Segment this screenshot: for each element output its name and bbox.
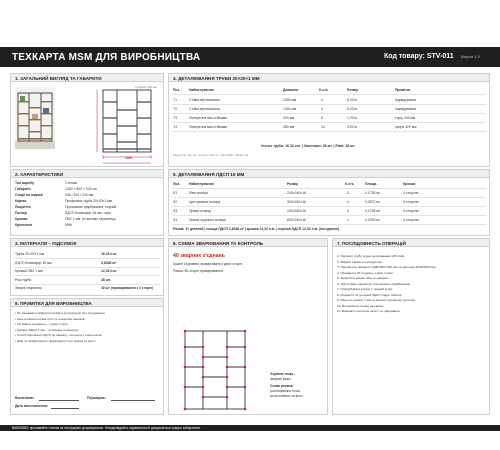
material-name: ЛДСП Кловафор 16 мм [15, 260, 52, 265]
ldsp-col-header: Розмір [287, 182, 299, 186]
table-cell: 14 [321, 125, 325, 129]
material-name: Зварні з'єднання [15, 286, 42, 290]
spec-value: ЛДСП Кловафор 16 мм, горіх [65, 211, 112, 215]
table-cell: Стійка вертикальна [189, 98, 220, 102]
table-cell: Нижня суцільна полиця [189, 218, 227, 222]
table-cell: Л4 [173, 218, 178, 222]
table-cell: Т1 [173, 98, 177, 102]
spec-value: МФК [65, 223, 73, 227]
sign-date-line[interactable] [51, 408, 79, 409]
table-cell: 240×240×16 [287, 191, 307, 195]
ldsp-col-header: Найменування [189, 182, 214, 186]
spec-key: Кромка [15, 217, 28, 221]
sequence-step: 5. Зачистити зварні шви та задирки. [337, 276, 389, 280]
table-cell: 4 [321, 107, 323, 111]
materials-title: 3. МАТЕРІАЛИ – ПІДСУМОК [11, 239, 163, 247]
header-bar [0, 47, 500, 67]
table-cell: Т4 [173, 125, 177, 129]
document-title: ТЕХКАРТА MSM ДЛЯ ВИРОБНИЦТВА [12, 52, 201, 63]
table-cell: 3 [347, 191, 349, 195]
product-code: Код товару: STV-011 [384, 53, 454, 60]
table-cell: Поперечна між стійками [189, 116, 228, 120]
spec-value: ПВХ 1 мм, по всьому периметру [65, 217, 116, 221]
table-cell: Л2 [173, 200, 178, 204]
sequence-title: 7. ПОСЛІДОВНІСТЬ ОПЕРАЦІЙ [333, 239, 489, 247]
legend-dot-desc: зварний вузол [270, 377, 292, 381]
spec-key: Покриття [15, 205, 31, 209]
shelf-front-drawing [91, 88, 161, 166]
legend-note-desc: контролювать за фото [270, 394, 304, 398]
legend-dot-label: Червона точка – [270, 372, 296, 376]
table-cell: 0,1728 м² [365, 191, 380, 195]
material-qty: 28 шт. [101, 277, 111, 282]
sign-date-label: Дата виготовлення: [15, 404, 49, 408]
welding-title: 6. СХЕМА ЗВАРЮВАННЯ ТА КОНТРОЛЬ [169, 239, 327, 247]
note-item: • Шов та забарвлення у відповідності до зразка та фото. [15, 338, 97, 343]
table-cell: 4 сторони [403, 209, 419, 213]
table-cell: 3,92 м [347, 125, 357, 129]
pipe-control-note: Контроль: 4×1,3 + 4×1,3 + 6×0,2 + 14×0,28 = 16,32 п.м. [173, 153, 249, 157]
sign-checked-by-line[interactable] [111, 400, 155, 401]
spec-value: Стелаж [65, 181, 77, 185]
table-cell: Т3 [173, 116, 177, 120]
table-cell: 280 мм [283, 125, 295, 129]
footer-warning: ВАЖЛИВО: прошивайте стелаж за інструкцією дотримуючись. Невідповідність параметрів не допускається суворо заборонено. [0, 425, 500, 431]
weld-scheme-diagram [175, 327, 265, 413]
pipe-col-header: К-сть [319, 88, 328, 92]
depth-label: Глибина: 240 мм [135, 85, 157, 89]
weld-count: 40 зварних з'єднань [173, 253, 225, 259]
sequence-panel [332, 238, 490, 415]
table-cell: Права полиця [189, 209, 212, 213]
version-label: Версія 1.0 [461, 54, 480, 59]
table-cell: Л1 [173, 191, 178, 195]
table-cell: Поперечна між стійками [189, 125, 228, 129]
overview-title: 1. ЗАГАЛЬНИЙ ВИГЛЯД ТА ГАБАРИТИ [11, 74, 163, 82]
table-cell: 200 мм [283, 116, 295, 120]
ldsp-total: Разом: 11 деталей | площа ЛДСП 0,8448 м² | кромка 12,32 п.м. | порізка ЛДСП 12,32 п.м. (погодинно) [173, 227, 340, 231]
pipe-col-header: Примітка [395, 88, 411, 92]
legend-note-label: Схема умовна: [270, 384, 294, 388]
weld-total-sides: Разом: 80 сторін проварювання. [173, 269, 224, 273]
width-dimension: 1000 [125, 156, 133, 160]
table-cell: підпидування [395, 98, 417, 102]
sequence-step: 10. Встановити полиці на каркас. [337, 303, 385, 308]
note-item: • Усі зварні з'єднання – з двох сторін. [15, 322, 69, 326]
table-cell: сукупі 320 мм [395, 125, 417, 129]
table-cell: Ліва полиця [189, 191, 208, 195]
material-name: Труба 20×20×1 мм [15, 252, 45, 256]
spec-key: Каркас [15, 199, 27, 203]
material-qty: 12,32 п.м. [101, 269, 117, 273]
pipe-table-panel [168, 73, 490, 167]
table-cell: підпидування [395, 107, 417, 111]
table-cell: торці 240 мм [395, 116, 416, 120]
materials-panel [10, 238, 164, 296]
table-cell: 800×240×16 [287, 218, 307, 222]
pipe-total: Усього труби: 16,32 п.м. | Заготовок: 28 шт. | Різів: 28 шт. [261, 144, 356, 148]
table-cell: 0,1920 м² [365, 218, 380, 222]
ldsp-col-header: Площа [365, 182, 377, 186]
table-cell: 4 [321, 98, 323, 102]
notes-title: 8. ПРИМІТКИ ДЛЯ ВИРОБНИЦТВА [11, 299, 163, 307]
table-cell: 1300 мм [283, 107, 297, 111]
characteristics-panel [10, 169, 164, 236]
material-name: Кромка ПВХ 1 мм [15, 269, 43, 273]
table-cell: Центральна полиця [189, 200, 221, 204]
shelf-photo-drawing [15, 87, 55, 149]
table-cell: Т2 [173, 107, 177, 111]
ldsp-table-title: 5. ДЕТАЛЮВАННЯ ЛДСП 16 ММ [169, 170, 489, 178]
sequence-step: 3. Перевірити габарити 1300×800×240 мм та діагоналі 1000/1000 мм. [337, 265, 437, 269]
material-qty: 0,8448 м² [101, 260, 116, 265]
welding-panel [168, 238, 328, 415]
table-cell: 4 [347, 200, 349, 204]
sequence-step: 8. Розкроїти 11 деталей ЛДСП згідно таблиці. [337, 292, 403, 297]
table-cell: 4 сторони [403, 191, 419, 195]
product-photo [15, 87, 55, 149]
note-item: • Контролювати прямі кути та геометрію каркаса. [15, 316, 86, 321]
spec-key: Габарити [15, 187, 31, 191]
table-cell: 1 [347, 218, 349, 222]
material-qty: 40 шт. (проварювання з 2 сторін) [101, 286, 153, 290]
table-cell: 4 сторони [403, 218, 419, 222]
spec-key: Тип виробу [15, 181, 35, 185]
note-item: • Не змінювати габаритні розміри дотримуючи без погодження. [15, 311, 106, 315]
sequence-step: 4. Проварити 40 з'єднань з двох сторін. [337, 270, 394, 275]
table-cell: 3 [347, 209, 349, 213]
sign-checked-by-label: Перевірив: [87, 396, 106, 400]
table-cell: Л3 [173, 209, 178, 213]
sequence-step: 9. Нанести кромку 1 мм по всьому периметру деталей. [337, 298, 416, 302]
sequence-step: 2. Зібрати каркас на кондукторі. [337, 259, 383, 264]
notes-panel [10, 298, 164, 415]
table-cell: 4 сторони [403, 200, 419, 204]
characteristics-title: 2. ХАРАКТЕРИСТИКИ [11, 170, 163, 178]
ldsp-col-header: Кромка [403, 182, 416, 186]
sequence-step: 7. Пофарбувати каркас у чорний колір. [337, 287, 393, 291]
table-cell: 0,1728 м² [365, 209, 380, 213]
material-qty: 16,32 п.м. [101, 252, 117, 256]
pipe-col-header: Довжина [283, 88, 298, 92]
spec-key: Секції по ширині [15, 193, 44, 197]
spec-value: 240 / 320 / 240 мм [65, 193, 94, 197]
table-cell: 1300 мм [283, 98, 297, 102]
table-cell: 5,20 м [347, 107, 357, 111]
sequence-step: 11. Виконати контроль якості та упакування. [337, 309, 401, 313]
sequence-step: 6. Підготувати каркас до порошкового фарбування. [337, 281, 411, 286]
table-cell: 320×240×16 [287, 200, 307, 204]
weld-instruction: Кожне з'єднання проварювати з двох сторін. [173, 262, 243, 266]
table-cell: 1,20 м [347, 116, 357, 120]
note-item: • Спосіб кріплення ЛДСП до каркасу: погодити з технологом. [15, 333, 103, 337]
table-cell: 6 [321, 116, 323, 120]
sign-made-by-line[interactable] [39, 400, 79, 401]
overview-panel [10, 73, 164, 167]
table-cell: 240×240×16 [287, 209, 307, 213]
pipe-col-header: Найменування [189, 88, 214, 92]
table-cell: 0,3072 м² [365, 200, 380, 204]
pipe-col-header: Розмір [347, 88, 359, 92]
ldsp-col-header: Поз. [173, 182, 181, 186]
ldsp-table-panel [168, 169, 490, 236]
spec-value: Порошкове фарбування, чорний [65, 205, 117, 209]
pipe-col-header: Поз. [173, 88, 181, 92]
note-item: • Кромка ЛДСП 1 мм – по всьому периметру. [15, 327, 80, 332]
pipe-table-title: 4. ДЕТАЛЮВАННЯ ТРУБИ 20×20×1 ММ [169, 74, 489, 82]
table-cell: 5,20 м [347, 98, 357, 102]
legend-note-desc: розташування точок, [270, 389, 301, 393]
spec-key: Кріплення [15, 223, 33, 227]
spec-value: Профільна труба 20×20×1 мм [65, 199, 113, 203]
ldsp-col-header: К-сть [345, 182, 354, 186]
spec-value: 1300 × 800 × 240 см [65, 187, 97, 191]
material-name: Різи труби [15, 277, 32, 282]
spec-key: Полиці [15, 211, 27, 215]
sign-made-by-label: Виготовив: [15, 396, 34, 400]
table-cell: Стійка вертикальна [189, 107, 220, 111]
sequence-step: 1. Порізати трубу згідно деталювання (28 різів). [337, 254, 406, 258]
